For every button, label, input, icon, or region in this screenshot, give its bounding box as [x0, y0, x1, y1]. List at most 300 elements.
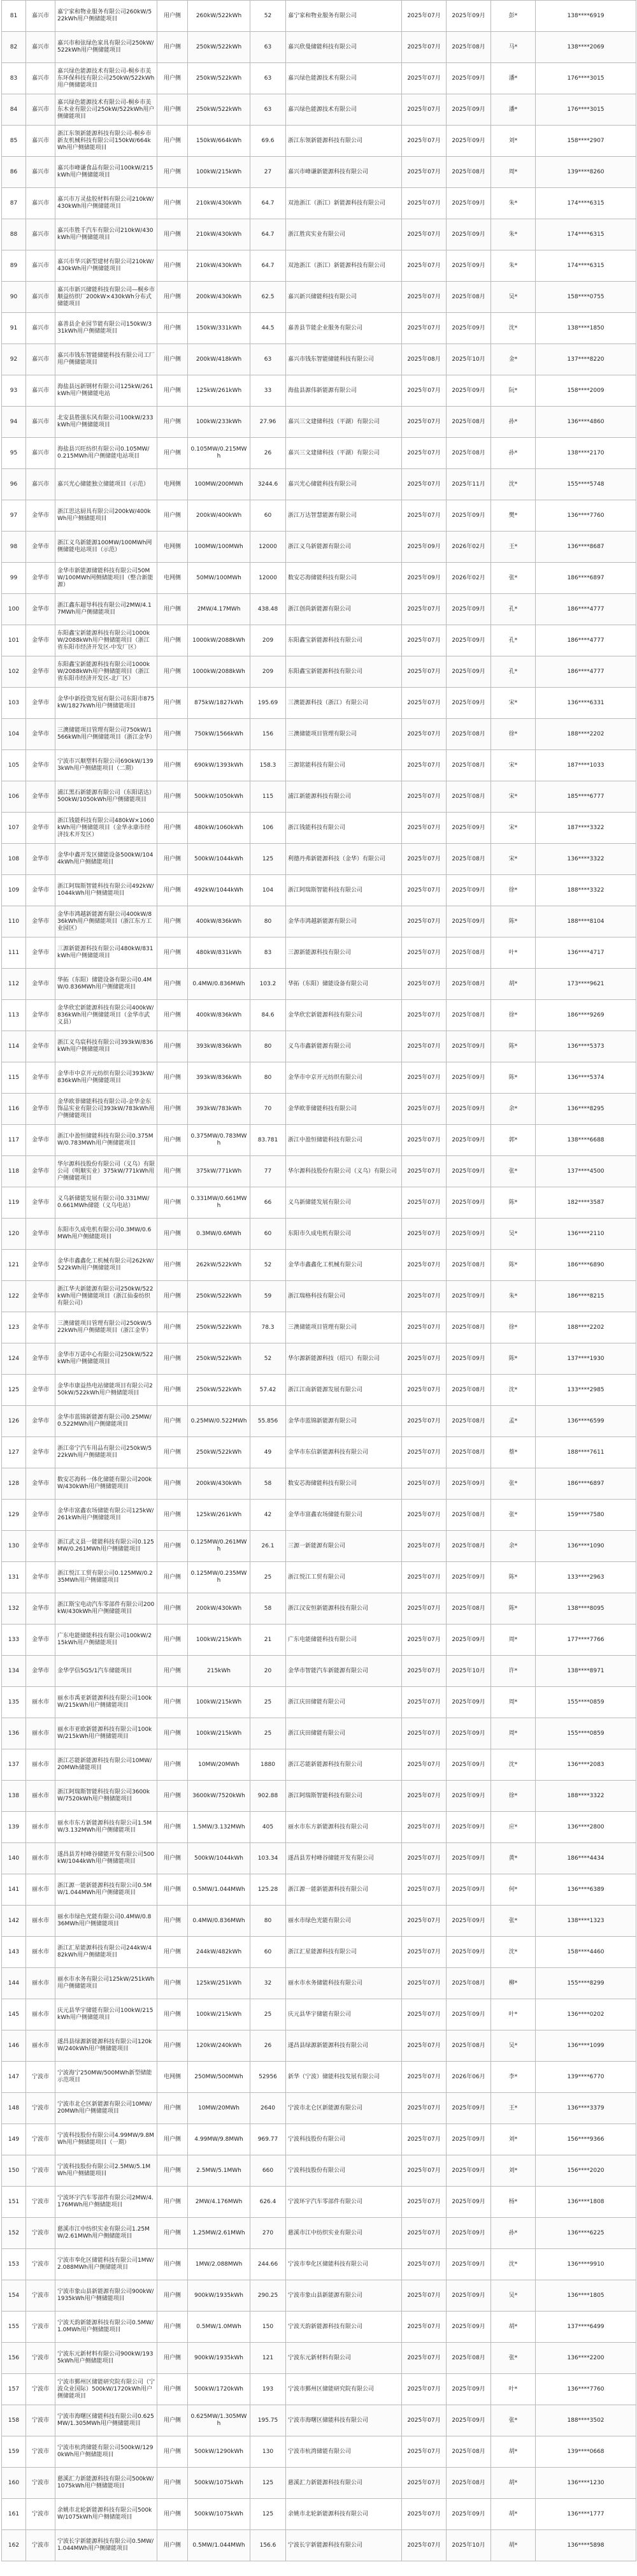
city-cell: 丽水市	[26, 1812, 55, 1843]
project-type-cell: 用户侧	[157, 219, 188, 250]
company-cell: 丽水市东方新能源科技有限公司	[286, 1812, 402, 1843]
end-date-cell: 2025年09月	[447, 1999, 491, 2030]
end-date-cell: 2025年09月	[447, 2155, 491, 2187]
end-date-cell: 2025年09月	[447, 2280, 491, 2312]
capacity-cell: 2MW/4.176MWh	[188, 2187, 250, 2218]
project-name-cell: 浙江东领新能源科技有限公司-桐乡市新友机械科技有限公司150kW/664kWh用户侧储能项目	[55, 126, 157, 157]
capacity-cell: 200kW/430kWh	[188, 282, 250, 313]
end-date-cell: 2026年02月	[447, 563, 491, 594]
row-index-cell: 128	[2, 1468, 26, 1500]
end-date-cell: 2025年09月	[447, 656, 491, 688]
project-name-cell: 浙江悦江工贸有限公司0.125MW/0.235MWh用户侧储能项目	[55, 1562, 157, 1593]
table-row	[2, 2187, 636, 2218]
investment-cell: 64.7	[250, 250, 286, 282]
table-row	[2, 2093, 636, 2124]
city-cell: 嘉兴市	[26, 1, 55, 32]
city-cell: 金华市	[26, 688, 55, 719]
capacity-cell: 125kW/251kWh	[188, 1968, 250, 1999]
contact-person-cell: 孔*	[491, 625, 536, 656]
end-date-cell: 2025年09月	[447, 1094, 491, 1125]
investment-cell: 80	[250, 1031, 286, 1062]
project-name-cell: 宁波市海曙区储能科技有限公司0.625MW/1.305MWh用户侧储能项目	[55, 2405, 157, 2436]
row-index-cell: 82	[2, 32, 26, 63]
row-index-cell: 114	[2, 1031, 26, 1062]
end-date-cell: 2025年09月	[447, 875, 491, 906]
contact-person-cell: 孙*	[491, 407, 536, 438]
project-type-cell: 用户侧	[157, 500, 188, 532]
investment-cell: 64.7	[250, 188, 286, 219]
table-row	[2, 1593, 636, 1624]
project-type-cell: 用户侧	[157, 625, 188, 656]
contact-person-cell: 王*	[491, 2093, 536, 2124]
start-date-cell: 2025年07月	[402, 1624, 447, 1656]
end-date-cell: 2025年10月	[447, 344, 491, 375]
project-type-cell: 用户侧	[157, 813, 188, 844]
investment-cell: 21	[250, 1624, 286, 1656]
row-index-cell: 132	[2, 1593, 26, 1624]
capacity-cell: 244kW/482kWh	[188, 1937, 250, 1968]
project-type-cell: 用户侧	[157, 126, 188, 157]
start-date-cell: 2025年07月	[402, 2062, 447, 2093]
project-name-cell: 金华市鸿越新能源有限公司400kW/836kWh用户侧储能项目（浙江东方工业园区）	[55, 906, 157, 937]
contact-phone-cell: 136****5898	[536, 2530, 636, 2561]
start-date-cell: 2025年07月	[402, 94, 447, 126]
contact-person-cell: 许*	[491, 1656, 536, 1687]
project-type-cell: 用户侧	[157, 1406, 188, 1437]
end-date-cell: 2026年02月	[447, 532, 491, 563]
end-date-cell: 2025年09月	[447, 2124, 491, 2155]
contact-person-cell: 周*	[491, 1687, 536, 1718]
city-cell: 金华市	[26, 781, 55, 813]
row-index-cell: 153	[2, 2249, 26, 2280]
company-cell: 三澳储能项目管理有限公司	[286, 1312, 402, 1343]
contact-phone-cell: 136****4717	[536, 937, 636, 969]
contact-person-cell: 阮*	[491, 375, 536, 407]
end-date-cell: 2025年08月	[447, 1500, 491, 1531]
capacity-cell: 690kW/1393kWh	[188, 750, 250, 781]
investment-cell: 60	[250, 1937, 286, 1968]
project-type-cell: 用户侧	[157, 937, 188, 969]
project-name-cell: 宁波海宁250MW/500MWh新型储能示范项目	[55, 2062, 157, 2093]
start-date-cell: 2025年09月	[402, 563, 447, 594]
city-cell: 金华市	[26, 1531, 55, 1562]
project-name-cell: 北安县胜强东风有限公司100kW/233kWh用户侧储能项目	[55, 407, 157, 438]
contact-phone-cell: 136****3322	[536, 844, 636, 875]
table-row	[2, 2062, 636, 2093]
row-index-cell: 83	[2, 63, 26, 94]
city-cell: 嘉兴市	[26, 63, 55, 94]
company-cell: 浙江瑞格科技有限公司	[286, 1281, 402, 1312]
contact-person-cell: 陈*	[491, 1343, 536, 1375]
project-name-cell: 数安芯海科一体化储能有限公司200kW/430kWh用户侧储能项目	[55, 1468, 157, 1500]
start-date-cell: 2025年07月	[402, 875, 447, 906]
start-date-cell: 2025年07月	[402, 2405, 447, 2436]
contact-person-cell: 张*	[491, 1906, 536, 1937]
contact-phone-cell: 138****2069	[536, 32, 636, 63]
investment-cell: 106	[250, 813, 286, 844]
table-row	[2, 1219, 636, 1250]
project-name-cell: 嘉兴绿色能源技术有限公司-桐乡市美东环保科技有限公司250kW/522kWh用户侧储能项目	[55, 63, 157, 94]
investment-cell: 26	[250, 438, 286, 469]
city-cell: 宁波市	[26, 2312, 55, 2343]
project-name-cell: 宁波科技股份有限公司2.5MW/5.1MWh用户侧储能项目	[55, 2155, 157, 2187]
investment-cell: 104	[250, 875, 286, 906]
table-row	[2, 1343, 636, 1375]
contact-person-cell: 徐*	[491, 875, 536, 906]
start-date-cell: 2025年07月	[402, 1062, 447, 1094]
table-row	[2, 1031, 636, 1062]
table-row	[2, 1843, 636, 1874]
contact-person-cell: 陈*	[491, 1593, 536, 1624]
contact-person-cell: 胡*	[491, 2312, 536, 2343]
table-row	[2, 2343, 636, 2374]
row-index-cell: 134	[2, 1656, 26, 1687]
row-index-cell: 162	[2, 2530, 26, 2561]
project-name-cell: 华尔源科技股份有限公司（义乌）有限公司（明顺实业）375kW/771kWh用户侧储能项目	[55, 1156, 157, 1187]
company-cell: 三源铭能科技有限公司	[286, 750, 402, 781]
project-name-cell: 金华学信5G5/1汽车储能项目	[55, 1656, 157, 1687]
investment-cell: 902.88	[250, 1781, 286, 1812]
company-cell: 新华（宁波）储能科技发展有限公司	[286, 2062, 402, 2093]
company-cell: 东阳鑫宝新能源科技有限公司	[286, 656, 402, 688]
company-cell: 浙江阿瑞斯智能科技有限公司	[286, 875, 402, 906]
capacity-cell: 100kW/233kWh	[188, 407, 250, 438]
city-cell: 金华市	[26, 906, 55, 937]
project-name-cell: 宁波市鄞州区储能研究院有限公司（宁波众业国际）500kW/1720kWh用户侧储能项目	[55, 2374, 157, 2405]
end-date-cell: 2025年09月	[447, 1874, 491, 1906]
table-row	[2, 1312, 636, 1343]
investment-cell: 52	[250, 1, 286, 32]
company-cell: 浙江汉安恒新能源科技有限公司	[286, 1593, 402, 1624]
table-row	[2, 1062, 636, 1094]
table-row	[2, 563, 636, 594]
contact-person-cell: 宋*	[491, 688, 536, 719]
end-date-cell: 2025年08月	[447, 750, 491, 781]
company-cell: 华尔源科技股份有限公司（义乌）有限公司	[286, 1156, 402, 1187]
end-date-cell: 2025年09月	[447, 2374, 491, 2405]
row-index-cell: 152	[2, 2218, 26, 2249]
project-name-cell: 宁波市杭湾储能有限公司500kW/1290kWh用户侧储能项目	[55, 2436, 157, 2468]
company-cell: 金华欧菲储能科技有限公司	[286, 1094, 402, 1125]
row-index-cell: 92	[2, 344, 26, 375]
start-date-cell: 2025年07月	[402, 1999, 447, 2030]
table-row	[2, 1375, 636, 1406]
table-row	[2, 2468, 636, 2499]
row-index-cell: 123	[2, 1312, 26, 1343]
row-index-cell: 108	[2, 844, 26, 875]
end-date-cell: 2025年10月	[447, 1656, 491, 1687]
project-type-cell: 用户侧	[157, 1375, 188, 1406]
company-cell: 丽水市绿色光能有限公司	[286, 1906, 402, 1937]
capacity-cell: 393kW/836kWh	[188, 1062, 250, 1094]
city-cell: 金华市	[26, 719, 55, 750]
project-type-cell: 用户侧	[157, 1562, 188, 1593]
table-row	[2, 407, 636, 438]
contact-person-cell: 樊*	[491, 500, 536, 532]
contact-phone-cell: 186****6897	[536, 1468, 636, 1500]
contact-person-cell: 余*	[491, 1531, 536, 1562]
start-date-cell: 2025年07月	[402, 625, 447, 656]
contact-person-cell: 周*	[491, 157, 536, 188]
company-cell: 金华市东信新能源科技有限公司	[286, 1437, 402, 1468]
project-name-cell: 浙江鑫东超导科技有限公司2MW/4.17MWh用户侧储能项目	[55, 594, 157, 625]
project-type-cell: 用户侧	[157, 2030, 188, 2062]
end-date-cell: 2025年09月	[447, 1937, 491, 1968]
investment-cell: 84.6	[250, 1000, 286, 1031]
project-name-cell: 庆元县华宇储能有限公司100kW/215kWh用户侧储能项目	[55, 1999, 157, 2030]
city-cell: 金华市	[26, 1250, 55, 1281]
contact-phone-cell: 187****3322	[536, 813, 636, 844]
city-cell: 嘉兴市	[26, 469, 55, 500]
table-row	[2, 2405, 636, 2436]
contact-phone-cell: 138****1850	[536, 313, 636, 344]
company-cell: 广东电能储能科技有限公司	[286, 1624, 402, 1656]
contact-phone-cell: 176****3015	[536, 63, 636, 94]
capacity-cell: 500kW/1720kWh	[188, 2374, 250, 2405]
capacity-cell: 262kW/522kWh	[188, 1250, 250, 1281]
project-name-cell: 丽水市东方新能源科技有限公司1.5MW/3.132MWh用户侧储能项目	[55, 1812, 157, 1843]
contact-phone-cell: 188****3322	[536, 875, 636, 906]
row-index-cell: 139	[2, 1812, 26, 1843]
contact-phone-cell: 136****1808	[536, 2187, 636, 2218]
project-name-cell: 金华市万诺中心有限公司250kW/522kWh用户侧储能项目	[55, 1343, 157, 1375]
contact-phone-cell: 139****8260	[536, 157, 636, 188]
end-date-cell: 2025年09月	[447, 1156, 491, 1187]
investment-cell: 62.5	[250, 282, 286, 313]
capacity-cell: 480kW/831kWh	[188, 937, 250, 969]
contact-phone-cell: 136****2800	[536, 1812, 636, 1843]
table-row	[2, 282, 636, 313]
company-cell: 嘉兴三文建储科技（平湖）有限公司	[286, 407, 402, 438]
project-type-cell: 电网侧	[157, 563, 188, 594]
project-name-cell: 宁波市象山县新能源有限公司900kW/1935kWh用户侧储能项目	[55, 2280, 157, 2312]
table-row	[2, 719, 636, 750]
project-type-cell: 用户侧	[157, 2312, 188, 2343]
contact-person-cell: 王*	[491, 532, 536, 563]
investment-cell: 69.6	[250, 126, 286, 157]
contact-phone-cell: 174****6315	[536, 219, 636, 250]
end-date-cell: 2025年09月	[447, 313, 491, 344]
investment-cell: 290.25	[250, 2280, 286, 2312]
contact-phone-cell: 155****0859	[536, 1718, 636, 1749]
investment-cell: 25	[250, 1687, 286, 1718]
contact-person-cell: 徐*	[491, 1000, 536, 1031]
start-date-cell: 2025年07月	[402, 906, 447, 937]
company-cell: 宁波长宇新能源科技有限公司	[286, 2530, 402, 2561]
contact-person-cell: 沈*	[491, 1375, 536, 1406]
company-cell: 数安芯海储能科技有限公司	[286, 563, 402, 594]
start-date-cell: 2025年07月	[402, 1562, 447, 1593]
city-cell: 金华市	[26, 1500, 55, 1531]
row-index-cell: 129	[2, 1500, 26, 1531]
project-name-cell: 海盐县兴旺纺织有限公司0.105MW/0.215MWh用户侧储能电站项目	[55, 438, 157, 469]
contact-person-cell: 吴*	[491, 2280, 536, 2312]
end-date-cell: 2025年09月	[447, 1781, 491, 1812]
company-cell: 嘉善县节能企业服务有限公司	[286, 313, 402, 344]
start-date-cell: 2025年07月	[402, 1874, 447, 1906]
table-row	[2, 875, 636, 906]
contact-phone-cell: 136****2200	[536, 2343, 636, 2374]
city-cell: 金华市	[26, 1000, 55, 1031]
start-date-cell: 2025年07月	[402, 1906, 447, 1937]
capacity-cell: 250kW/522kWh	[188, 94, 250, 126]
city-cell: 宁波市	[26, 2499, 55, 2530]
company-cell: 双池浙江（浙江）新能源科技有限公司	[286, 188, 402, 219]
contact-phone-cell: 186****4777	[536, 594, 636, 625]
table-row	[2, 656, 636, 688]
contact-person-cell: 陈*	[491, 1187, 536, 1219]
table-row	[2, 313, 636, 344]
row-index-cell: 104	[2, 719, 26, 750]
investment-cell: 58	[250, 1593, 286, 1624]
table-row	[2, 2312, 636, 2343]
project-name-cell: 广东电能储能科技有限公司100kW/215kWh用户侧储能项目	[55, 1624, 157, 1656]
project-type-cell: 用户侧	[157, 1031, 188, 1062]
row-index-cell: 102	[2, 656, 26, 688]
start-date-cell: 2025年07月	[402, 2468, 447, 2499]
contact-phone-cell: 138****6919	[536, 1, 636, 32]
company-cell: 余姚市北轮新能源科技有限公司	[286, 2499, 402, 2530]
project-name-cell: 浙江华夫新能源有限公司250kW/522kWh用户侧储能项目（浙江仙泰纺织有限公司）	[55, 1281, 157, 1312]
project-type-cell: 用户侧	[157, 407, 188, 438]
project-name-cell: 东阳鑫宝新能源科技有限公司1000kW/2088kWh用户侧储能项目（浙江省东阳市经济开发区-中发厂区）	[55, 625, 157, 656]
city-cell: 金华市	[26, 1437, 55, 1468]
row-index-cell: 141	[2, 1874, 26, 1906]
capacity-cell: 125kW/261kWh	[188, 1500, 250, 1531]
project-name-cell: 丽水市绿色光能有限公司0.4MW/0.836MWh用户侧储能项目	[55, 1906, 157, 1937]
city-cell: 金华市	[26, 500, 55, 532]
table-row	[2, 781, 636, 813]
capacity-cell: 50MW/100MWh	[188, 563, 250, 594]
contact-person-cell: 蔡*	[491, 1437, 536, 1468]
company-cell: 浙江胜宾实业有限公司	[286, 219, 402, 250]
project-type-cell: 用户侧	[157, 1968, 188, 1999]
investment-cell: 3244.6	[250, 469, 286, 500]
project-name-cell: 浙江汇星能源科技有限公司244kW/482kWh用户侧储能项目	[55, 1937, 157, 1968]
project-type-cell: 用户侧	[157, 906, 188, 937]
project-type-cell: 用户侧	[157, 1749, 188, 1781]
row-index-cell: 119	[2, 1187, 26, 1219]
project-type-cell: 用户侧	[157, 719, 188, 750]
table-row	[2, 500, 636, 532]
city-cell: 金华市	[26, 1219, 55, 1250]
contact-phone-cell: 155****5748	[536, 469, 636, 500]
city-cell: 金华市	[26, 1062, 55, 1094]
capacity-cell: 250MW/500MWh	[188, 2062, 250, 2093]
project-name-cell: 浙江源一能新能源科技有限公司0.5MW/1.044MWh用户侧储能项目	[55, 1874, 157, 1906]
table-row	[2, 969, 636, 1000]
project-type-cell: 电网侧	[157, 2062, 188, 2093]
company-cell: 遂昌县绿源新能源科技有限公司	[286, 2030, 402, 2062]
project-type-cell: 用户侧	[157, 656, 188, 688]
start-date-cell: 2025年07月	[402, 1812, 447, 1843]
company-cell: 丽水市水务储能科技有限公司	[286, 1968, 402, 1999]
city-cell: 金华市	[26, 656, 55, 688]
city-cell: 丽水市	[26, 1718, 55, 1749]
contact-phone-cell: 133****2985	[536, 1375, 636, 1406]
project-name-cell: 义乌新储能发展有限公司0.331MW/0.661MWh储能（义乌电站）	[55, 1187, 157, 1219]
city-cell: 嘉兴市	[26, 32, 55, 63]
table-row	[2, 250, 636, 282]
city-cell: 宁波市	[26, 2374, 55, 2405]
start-date-cell: 2025年07月	[402, 157, 447, 188]
contact-phone-cell: 136****2110	[536, 1219, 636, 1250]
start-date-cell: 2025年07月	[402, 2280, 447, 2312]
company-cell: 双池浙江（浙江）新能源科技有限公司	[286, 250, 402, 282]
contact-phone-cell: 136****3379	[536, 2093, 636, 2124]
capacity-cell: 210kW/430kWh	[188, 250, 250, 282]
contact-person-cell: 潘*	[491, 94, 536, 126]
row-index-cell: 112	[2, 969, 26, 1000]
end-date-cell: 2025年09月	[447, 2218, 491, 2249]
contact-person-cell: 孙*	[491, 438, 536, 469]
start-date-cell: 2025年07月	[402, 2343, 447, 2374]
city-cell: 嘉兴市	[26, 157, 55, 188]
end-date-cell: 2025年08月	[447, 407, 491, 438]
contact-person-cell: 张*	[491, 1500, 536, 1531]
city-cell: 宁波市	[26, 2468, 55, 2499]
end-date-cell: 2025年08月	[447, 719, 491, 750]
table-row	[2, 2218, 636, 2249]
project-type-cell: 用户侧	[157, 2436, 188, 2468]
city-cell: 金华市	[26, 1562, 55, 1593]
table-row	[2, 844, 636, 875]
city-cell: 宁波市	[26, 2218, 55, 2249]
row-index-cell: 110	[2, 906, 26, 937]
row-index-cell: 111	[2, 937, 26, 969]
project-name-cell: 浙江义乌宸科技有限公司393kW/836kWh用户侧储能项目	[55, 1031, 157, 1062]
contact-phone-cell: 138****2170	[536, 438, 636, 469]
company-cell: 金华市智能汽车新能源有限公司	[286, 1656, 402, 1687]
start-date-cell: 2025年07月	[402, 1406, 447, 1437]
start-date-cell: 2025年07月	[402, 438, 447, 469]
project-name-cell: 浙江阿瑞斯智能科技有限公司492kW/1044kWh用户侧储能项目	[55, 875, 157, 906]
table-row	[2, 1000, 636, 1031]
city-cell: 嘉兴市	[26, 344, 55, 375]
investment-cell: 2640	[250, 2093, 286, 2124]
contact-phone-cell: 136****0202	[536, 1999, 636, 2030]
project-name-cell: 浙江武义县一能能科技有限公司0.125MW/0.261MWh用户侧储能项目	[55, 1531, 157, 1562]
project-name-cell: 浙江钱能科技有限公司480kW×1060kWh用户侧储能项目（金华永康市经济技术开发区）	[55, 813, 157, 844]
project-name-cell: 丽水市亚欧新能源科技有限公司100kW/215kWh用户侧储能项目	[55, 1718, 157, 1749]
investment-cell: 52	[250, 1250, 286, 1281]
project-name-cell: 金华欧菲储能科技有限公司-金华金东饰品实业有限公司393kW/783kWh用户侧储能项目	[55, 1094, 157, 1125]
company-cell: 东阳市久成电机有限公司	[286, 1219, 402, 1250]
capacity-cell: 500kW/1075kWh	[188, 2468, 250, 2499]
capacity-cell: 0.3MW/0.6MWh	[188, 1219, 250, 1250]
end-date-cell: 2025年08月	[447, 2030, 491, 2062]
row-index-cell: 127	[2, 1437, 26, 1468]
end-date-cell: 2025年08月	[447, 1437, 491, 1468]
row-index-cell: 91	[2, 313, 26, 344]
contact-phone-cell: 136****7760	[536, 2374, 636, 2405]
row-index-cell: 149	[2, 2124, 26, 2155]
contact-phone-cell: 136****1230	[536, 2468, 636, 2499]
end-date-cell: 2025年09月	[447, 813, 491, 844]
start-date-cell: 2025年07月	[402, 313, 447, 344]
investment-cell: 77	[250, 1156, 286, 1187]
table-row	[2, 1687, 636, 1718]
contact-person-cell: 孙*	[491, 2218, 536, 2249]
project-type-cell: 用户侧	[157, 1718, 188, 1749]
company-cell: 金华市富鑫农场储能有限公司	[286, 1500, 402, 1531]
project-type-cell: 用户侧	[157, 1843, 188, 1874]
start-date-cell: 2025年07月	[402, 63, 447, 94]
end-date-cell: 2025年08月	[447, 2468, 491, 2499]
contact-phone-cell: 138****8095	[536, 1593, 636, 1624]
project-type-cell: 用户侧	[157, 313, 188, 344]
row-index-cell: 146	[2, 2030, 26, 2062]
